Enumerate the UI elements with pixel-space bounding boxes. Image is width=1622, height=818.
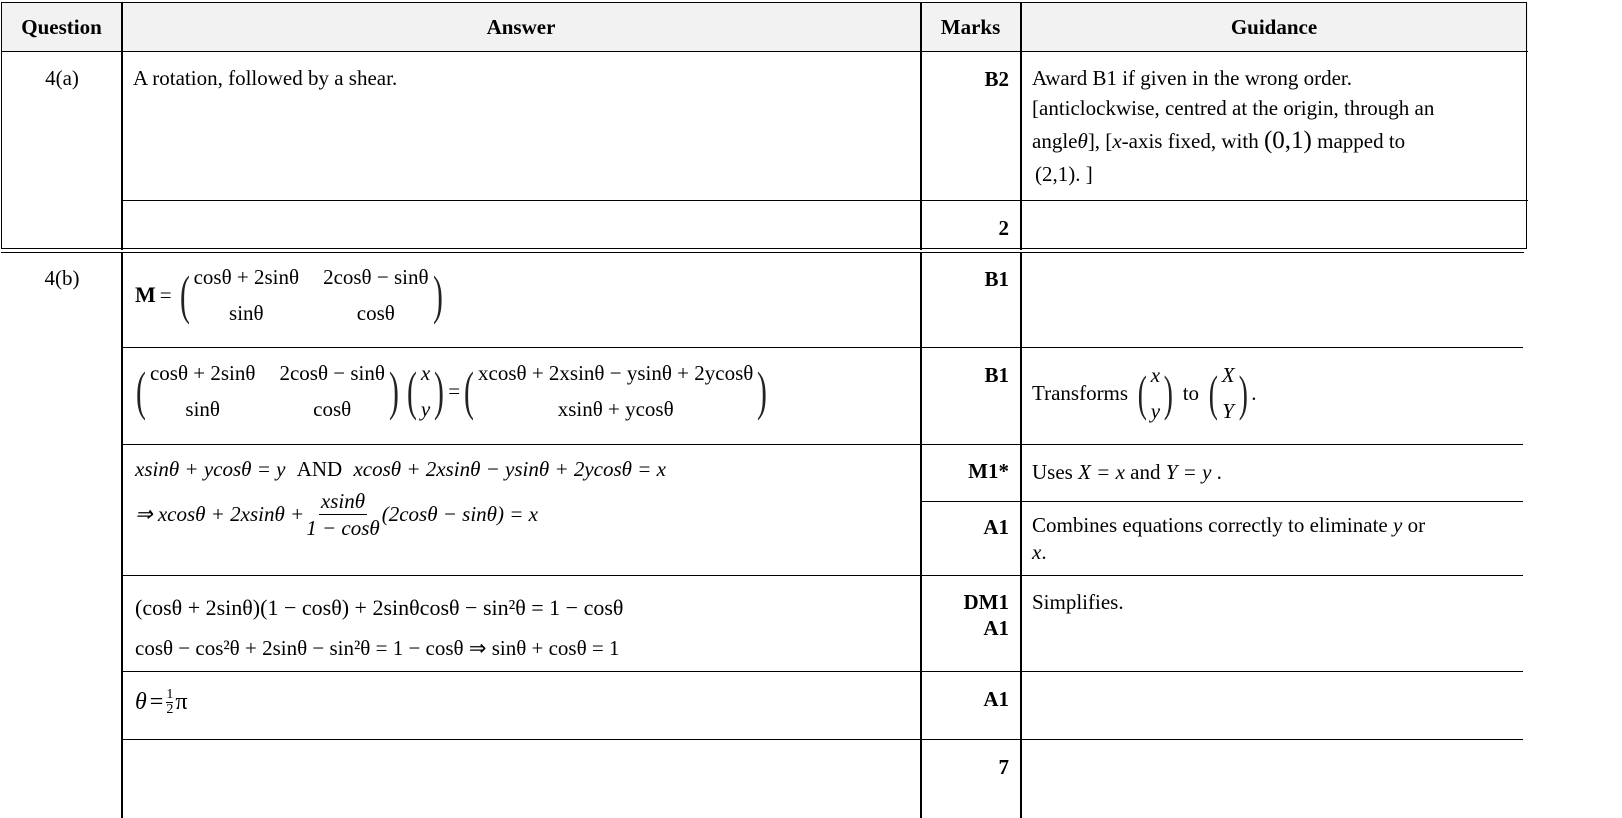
question-label-4b: 4(b) xyxy=(44,266,80,290)
answer-4b-row1: M = ( cosθ + 2sinθ 2cosθ − sinθ sinθ cosθ ) xyxy=(135,262,447,328)
answer-4b-row2: ( cosθ + 2sinθ 2cosθ − sinθ sinθ cosθ ) ( x y ) = ( xcosθ + 2xsinθ − ysinθ + 2ycosθ xsinθ + ycosθ ) xyxy=(136,361,768,421)
guidance-4b-row3b: Combines equations correctly to eliminate y or x. xyxy=(1032,513,1426,564)
row-divider xyxy=(121,347,1523,348)
guidance-4b-row3a: Uses X = x and Y = y . xyxy=(1032,460,1222,484)
answer-4b-row3-line2: ⇒ xcosθ + 2xsinθ + $\frac{xsin\theta}{1 - \cos\theta}$ (2cosθ − sinθ) = x xyxy=(135,489,538,540)
answer-4b-row4-line1: (cosθ + 2sinθ)(1 − cosθ) + 2sinθcosθ − sin²θ = 1 − cosθ xyxy=(135,595,624,620)
mark-4b-row5: A1 xyxy=(983,687,1009,711)
mark-4a: B2 xyxy=(984,67,1009,91)
divider xyxy=(121,200,1528,201)
row-divider xyxy=(121,444,1523,445)
mark-4b-row2: B1 xyxy=(984,363,1009,387)
mark-4b-row3b: A1 xyxy=(983,515,1009,539)
guidance-4a-line1: Award B1 if given in the wrong order. xyxy=(1032,66,1353,90)
mark-4b-row4b: A1 xyxy=(983,616,1009,640)
section-separator xyxy=(1,252,1524,253)
question-label-4a: 4(a) xyxy=(45,66,79,90)
divider xyxy=(1,51,1528,52)
left-paren: ( xyxy=(179,265,190,325)
guidance-4a-line2: [anticlockwise, centred at the origin, through an xyxy=(1032,96,1435,120)
guidance-4a-line4: (2,1). ] xyxy=(1035,162,1093,186)
guidance-4a xyxy=(1032,63,1502,189)
row-divider xyxy=(920,501,1523,502)
column-divider xyxy=(920,253,922,818)
answer-4b-row4-line2: cosθ − cos²θ + 2sinθ − sin²θ = 1 − cosθ ⇒ sinθ + cosθ = 1 xyxy=(135,636,620,660)
header-question: Question xyxy=(21,15,102,39)
total-4a: 2 xyxy=(998,216,1009,240)
mark-4b-row4a: DM1 xyxy=(963,590,1009,614)
total-4b: 7 xyxy=(998,755,1009,779)
guidance-4b-row2: Transforms ( x y ) to ( X Y ) . xyxy=(1032,363,1257,423)
column-divider xyxy=(1020,253,1022,818)
matrix-m: cosθ + 2sinθ 2cosθ − sinθ sinθ cosθ xyxy=(193,265,429,325)
mark-4b-row3a: M1* xyxy=(968,459,1009,483)
header-answer: Answer xyxy=(486,15,556,39)
row-divider xyxy=(121,739,1523,740)
fraction-half: $\frac{1}{2}$ xyxy=(166,687,174,717)
guidance-4b-row4: Simplifies. xyxy=(1032,590,1124,614)
guidance-4a-line3: angleθ], [x-axis fixed, with (0,1) mapped to xyxy=(1032,127,1406,154)
right-paren: ) xyxy=(432,265,443,325)
fraction: $\frac{xsin\theta}{1 - \cos\theta}$ xyxy=(306,489,380,540)
header-marks: Marks xyxy=(940,15,1001,39)
answer-4b-row3-line1: xsinθ + ycosθ = y AND xcosθ + 2xsinθ − ysinθ + 2ycosθ = x xyxy=(135,457,666,481)
row-divider xyxy=(121,671,1523,672)
answer-4b-row5: θ = $\frac{1}{2}$ π xyxy=(135,687,188,717)
row-divider xyxy=(121,575,1523,576)
mark-4b-row1: B1 xyxy=(984,267,1009,291)
column-divider xyxy=(121,253,123,818)
answer-4a: A rotation, followed by a shear. xyxy=(133,66,398,90)
header-guidance: Guidance xyxy=(1230,15,1318,39)
